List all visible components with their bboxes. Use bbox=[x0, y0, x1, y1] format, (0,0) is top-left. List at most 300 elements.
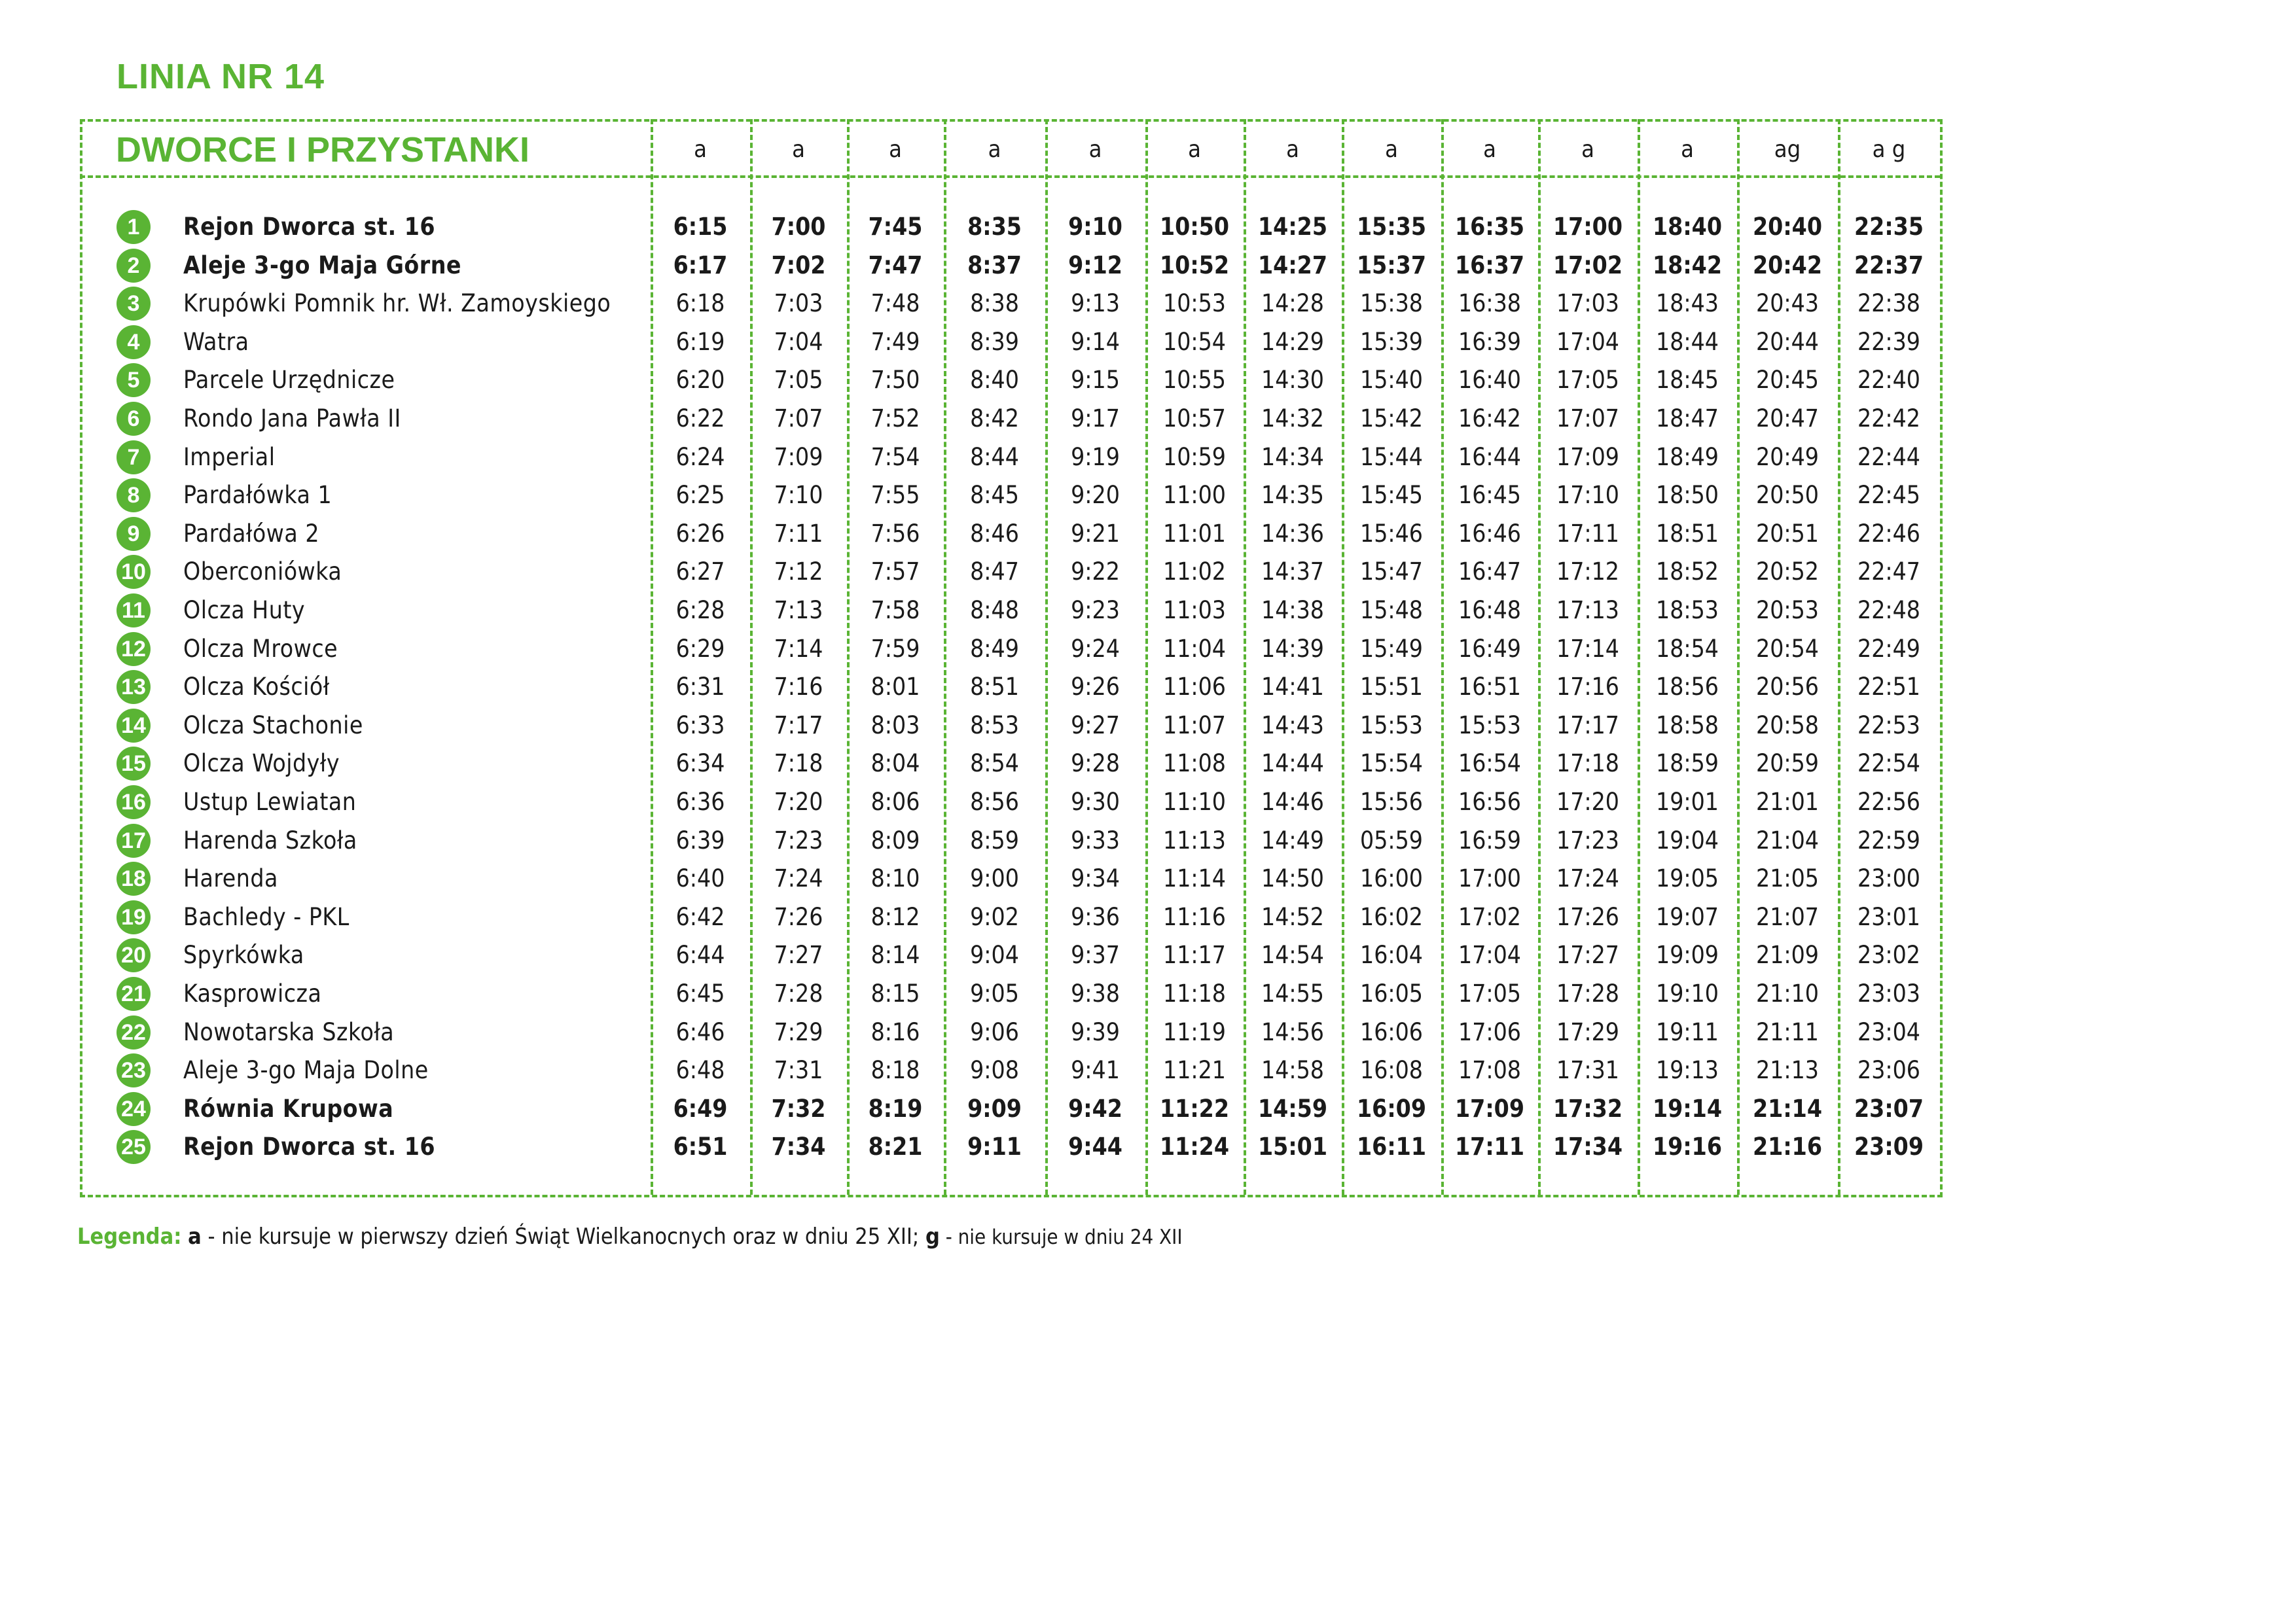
departure-time: 21:11 bbox=[1756, 1018, 1819, 1046]
stop-number-badge: 3 bbox=[117, 287, 151, 321]
departure-time: 8:39 bbox=[970, 328, 1019, 356]
departure-time: 23:01 bbox=[1857, 903, 1920, 931]
departure-time: 22:44 bbox=[1857, 443, 1920, 471]
departure-time: 7:49 bbox=[870, 328, 920, 356]
departure-time: 14:27 bbox=[1258, 251, 1327, 279]
departure-time: 7:29 bbox=[774, 1018, 823, 1046]
departure-time: 9:12 bbox=[1068, 251, 1122, 279]
departure-time: 10:54 bbox=[1163, 328, 1226, 356]
departure-time: 15:47 bbox=[1360, 557, 1423, 586]
departure-time: 17:28 bbox=[1556, 980, 1619, 1008]
departure-time: 9:23 bbox=[1071, 596, 1120, 624]
departure-time: 9:15 bbox=[1071, 366, 1120, 394]
stop-name: Bachledy - PKL bbox=[183, 903, 350, 931]
departure-time: 8:51 bbox=[970, 673, 1019, 701]
departure-time: 17:00 bbox=[1458, 864, 1521, 892]
departure-time: 15:39 bbox=[1360, 328, 1423, 356]
departure-time: 20:45 bbox=[1756, 366, 1819, 394]
table-row bbox=[80, 898, 1940, 936]
departure-time: 15:49 bbox=[1360, 635, 1423, 663]
departure-time: 15:46 bbox=[1360, 520, 1423, 548]
departure-time: 8:59 bbox=[970, 826, 1019, 855]
stop-name: Parcele Urzędnicze bbox=[183, 366, 395, 394]
departure-time: 7:05 bbox=[774, 366, 823, 394]
departure-time: 8:56 bbox=[970, 788, 1019, 816]
stop-number-badge: 11 bbox=[117, 593, 151, 627]
departure-time: 6:25 bbox=[675, 481, 725, 509]
departure-time: 15:01 bbox=[1258, 1133, 1327, 1161]
departure-time: 9:28 bbox=[1071, 749, 1120, 777]
departure-time: 17:08 bbox=[1458, 1056, 1521, 1084]
departure-time: 6:28 bbox=[675, 596, 725, 624]
departure-time: 7:57 bbox=[870, 557, 920, 586]
departure-time: 15:48 bbox=[1360, 596, 1423, 624]
table-row bbox=[80, 591, 1940, 629]
departure-time: 6:48 bbox=[675, 1056, 725, 1084]
stop-number-badge: 4 bbox=[117, 325, 151, 359]
departure-time: 17:24 bbox=[1556, 864, 1619, 892]
stop-number-badge: 6 bbox=[117, 402, 151, 436]
table-row bbox=[80, 975, 1940, 1013]
departure-time: 7:34 bbox=[771, 1133, 826, 1161]
departure-time: 16:40 bbox=[1458, 366, 1521, 394]
departure-time: 6:24 bbox=[675, 443, 725, 471]
table-row bbox=[80, 247, 1940, 285]
departure-time: 20:50 bbox=[1756, 481, 1819, 509]
stop-name: Harenda bbox=[183, 864, 278, 892]
departure-time: 17:31 bbox=[1556, 1056, 1619, 1084]
departure-time: 7:02 bbox=[771, 251, 826, 279]
departure-time: 7:28 bbox=[774, 980, 823, 1008]
departure-time: 14:46 bbox=[1261, 788, 1324, 816]
departure-time: 11:22 bbox=[1160, 1095, 1229, 1123]
departure-time: 16:04 bbox=[1360, 941, 1423, 969]
departure-time: 8:40 bbox=[970, 366, 1019, 394]
departure-time: 14:52 bbox=[1261, 903, 1324, 931]
stop-name: Rondo Jana Pawła II bbox=[183, 404, 401, 432]
stop-name: Olcza Stachonie bbox=[183, 711, 363, 739]
departure-time: 7:48 bbox=[870, 289, 920, 317]
departure-time: 6:46 bbox=[675, 1018, 725, 1046]
departure-time: 14:30 bbox=[1261, 366, 1324, 394]
departure-time: 7:14 bbox=[774, 635, 823, 663]
departure-time: 16:35 bbox=[1455, 213, 1524, 241]
departure-time: 19:01 bbox=[1656, 788, 1719, 816]
departure-time: 7:03 bbox=[774, 289, 823, 317]
departure-time: 9:22 bbox=[1071, 557, 1120, 586]
departure-time: 8:16 bbox=[870, 1018, 920, 1046]
departure-time: 16:02 bbox=[1360, 903, 1423, 931]
departure-time: 8:45 bbox=[970, 481, 1019, 509]
departure-time: 16:37 bbox=[1455, 251, 1524, 279]
departure-time: 7:12 bbox=[774, 557, 823, 586]
departure-time: 22:45 bbox=[1857, 481, 1920, 509]
departure-time: 17:17 bbox=[1556, 711, 1619, 739]
departure-time: 21:04 bbox=[1756, 826, 1819, 855]
departure-time: 7:20 bbox=[774, 788, 823, 816]
departure-time: 6:45 bbox=[675, 980, 725, 1008]
stop-number-badge: 13 bbox=[117, 670, 151, 704]
departure-time: 18:54 bbox=[1656, 635, 1719, 663]
departure-time: 18:50 bbox=[1656, 481, 1719, 509]
column-header: a bbox=[792, 136, 805, 163]
table-row bbox=[80, 936, 1940, 974]
stop-number-badge: 23 bbox=[117, 1053, 151, 1087]
departure-time: 21:13 bbox=[1756, 1056, 1819, 1084]
departure-time: 8:42 bbox=[970, 404, 1019, 432]
departure-time: 9:04 bbox=[970, 941, 1019, 969]
departure-time: 17:05 bbox=[1556, 366, 1619, 394]
departure-time: 15:38 bbox=[1360, 289, 1423, 317]
departure-time: 22:38 bbox=[1857, 289, 1920, 317]
departure-time: 8:12 bbox=[870, 903, 920, 931]
departure-time: 17:34 bbox=[1553, 1133, 1623, 1161]
departure-time: 9:36 bbox=[1071, 903, 1120, 931]
departure-time: 17:07 bbox=[1556, 404, 1619, 432]
departure-time: 7:45 bbox=[868, 213, 923, 241]
departure-time: 05:59 bbox=[1360, 826, 1423, 855]
stop-name: Olcza Kościół bbox=[183, 673, 330, 701]
departure-time: 6:27 bbox=[675, 557, 725, 586]
departure-time: 9:09 bbox=[967, 1095, 1022, 1123]
departure-time: 11:10 bbox=[1163, 788, 1226, 816]
stop-number-badge: 10 bbox=[117, 555, 151, 589]
stop-number-badge: 20 bbox=[117, 938, 151, 972]
departure-time: 18:53 bbox=[1656, 596, 1719, 624]
departure-time: 17:09 bbox=[1556, 443, 1619, 471]
departure-time: 10:55 bbox=[1163, 366, 1226, 394]
departure-time: 20:58 bbox=[1756, 711, 1819, 739]
departure-time: 7:04 bbox=[774, 328, 823, 356]
stop-number-badge: 9 bbox=[117, 517, 151, 551]
departure-time: 9:37 bbox=[1071, 941, 1120, 969]
departure-time: 6:34 bbox=[675, 749, 725, 777]
departure-time: 16:59 bbox=[1458, 826, 1521, 855]
departure-time: 17:27 bbox=[1556, 941, 1619, 969]
legend-label: Legenda: bbox=[77, 1224, 182, 1250]
departure-time: 17:14 bbox=[1556, 635, 1619, 663]
departure-time: 7:13 bbox=[774, 596, 823, 624]
departure-time: 17:05 bbox=[1458, 980, 1521, 1008]
departure-time: 9:41 bbox=[1071, 1056, 1120, 1084]
departure-time: 6:22 bbox=[675, 404, 725, 432]
departure-time: 17:26 bbox=[1556, 903, 1619, 931]
departure-time: 11:08 bbox=[1163, 749, 1226, 777]
departure-time: 8:37 bbox=[967, 251, 1022, 279]
departure-time: 15:40 bbox=[1360, 366, 1423, 394]
stop-number-badge: 8 bbox=[117, 478, 151, 512]
table-row bbox=[80, 208, 1940, 246]
departure-time: 9:14 bbox=[1071, 328, 1120, 356]
column-header: a bbox=[1483, 136, 1496, 163]
departure-time: 14:59 bbox=[1258, 1095, 1327, 1123]
legend-text-a: - nie kursuje w pierwszy dzień Świąt Wielkanocnych oraz w dniu 25 XII; bbox=[201, 1224, 925, 1250]
stop-name: Nowotarska Szkoła bbox=[183, 1018, 395, 1046]
legend-key-a: a bbox=[188, 1224, 202, 1250]
departure-time: 19:09 bbox=[1656, 941, 1719, 969]
stop-number-badge: 15 bbox=[117, 747, 151, 781]
departure-time: 10:53 bbox=[1163, 289, 1226, 317]
departure-time: 14:25 bbox=[1258, 213, 1327, 241]
departure-time: 23:06 bbox=[1857, 1056, 1920, 1084]
departure-time: 16:11 bbox=[1357, 1133, 1426, 1161]
departure-time: 11:21 bbox=[1163, 1056, 1226, 1084]
departure-time: 9:11 bbox=[967, 1133, 1022, 1161]
departure-time: 20:56 bbox=[1756, 673, 1819, 701]
departure-time: 9:30 bbox=[1071, 788, 1120, 816]
table-row bbox=[80, 1090, 1940, 1128]
departure-time: 15:44 bbox=[1360, 443, 1423, 471]
departure-time: 9:13 bbox=[1071, 289, 1120, 317]
departure-time: 23:07 bbox=[1854, 1095, 1924, 1123]
departure-time: 16:39 bbox=[1458, 328, 1521, 356]
departure-time: 16:38 bbox=[1458, 289, 1521, 317]
departure-time: 8:46 bbox=[970, 520, 1019, 548]
stop-name: Pardałówka 1 bbox=[183, 481, 332, 509]
table-row bbox=[80, 745, 1940, 783]
departure-time: 18:45 bbox=[1656, 366, 1719, 394]
departure-time: 22:47 bbox=[1857, 557, 1920, 586]
departure-time: 9:44 bbox=[1068, 1133, 1122, 1161]
table-row bbox=[80, 361, 1940, 399]
departure-time: 16:46 bbox=[1458, 520, 1521, 548]
departure-time: 14:35 bbox=[1261, 481, 1324, 509]
departure-time: 15:35 bbox=[1357, 213, 1426, 241]
departure-time: 8:18 bbox=[870, 1056, 920, 1084]
stop-number-badge: 16 bbox=[117, 785, 151, 819]
stop-name: Rejon Dworca st. 16 bbox=[183, 1133, 436, 1161]
departure-time: 14:37 bbox=[1261, 557, 1324, 586]
table-row bbox=[80, 400, 1940, 438]
departure-time: 9:38 bbox=[1071, 980, 1120, 1008]
departure-time: 18:43 bbox=[1656, 289, 1719, 317]
table-row bbox=[80, 1051, 1940, 1089]
departure-time: 9:05 bbox=[970, 980, 1019, 1008]
departure-time: 16:44 bbox=[1458, 443, 1521, 471]
departure-time: 20:43 bbox=[1756, 289, 1819, 317]
departure-time: 7:11 bbox=[774, 520, 823, 548]
legend bbox=[77, 1224, 1183, 1250]
departure-time: 18:52 bbox=[1656, 557, 1719, 586]
departure-time: 17:00 bbox=[1553, 213, 1623, 241]
departure-time: 8:53 bbox=[970, 711, 1019, 739]
departure-time: 22:54 bbox=[1857, 749, 1920, 777]
departure-time: 9:21 bbox=[1071, 520, 1120, 548]
departure-time: 9:08 bbox=[970, 1056, 1019, 1084]
departure-time: 8:14 bbox=[870, 941, 920, 969]
departure-time: 11:18 bbox=[1163, 980, 1226, 1008]
departure-time: 15:53 bbox=[1360, 711, 1423, 739]
page-title: LINIA NR 14 bbox=[117, 57, 325, 96]
departure-time: 6:51 bbox=[673, 1133, 728, 1161]
stop-number-badge: 7 bbox=[117, 440, 151, 474]
departure-time: 9:10 bbox=[1068, 213, 1122, 241]
departure-time: 18:49 bbox=[1656, 443, 1719, 471]
stop-number-badge: 25 bbox=[117, 1130, 151, 1164]
departure-time: 11:14 bbox=[1163, 864, 1226, 892]
departure-time: 19:16 bbox=[1653, 1133, 1722, 1161]
departure-time: 9:24 bbox=[1071, 635, 1120, 663]
departure-time: 17:23 bbox=[1556, 826, 1619, 855]
departure-time: 8:04 bbox=[870, 749, 920, 777]
departure-time: 22:37 bbox=[1854, 251, 1924, 279]
departure-time: 21:05 bbox=[1756, 864, 1819, 892]
departure-time: 8:15 bbox=[870, 980, 920, 1008]
departure-time: 17:02 bbox=[1458, 903, 1521, 931]
departure-time: 7:27 bbox=[774, 941, 823, 969]
departure-time: 9:00 bbox=[970, 864, 1019, 892]
departure-time: 14:34 bbox=[1261, 443, 1324, 471]
departure-time: 15:51 bbox=[1360, 673, 1423, 701]
departure-time: 7:24 bbox=[774, 864, 823, 892]
departure-time: 14:54 bbox=[1261, 941, 1324, 969]
departure-time: 17:20 bbox=[1556, 788, 1619, 816]
departure-time: 20:59 bbox=[1756, 749, 1819, 777]
departure-time: 11:02 bbox=[1163, 557, 1226, 586]
stop-name: Aleje 3-go Maja Dolne bbox=[183, 1056, 429, 1084]
departure-time: 7:26 bbox=[774, 903, 823, 931]
departure-time: 7:10 bbox=[774, 481, 823, 509]
departure-time: 7:56 bbox=[870, 520, 920, 548]
departure-time: 22:40 bbox=[1857, 366, 1920, 394]
departure-time: 7:54 bbox=[870, 443, 920, 471]
departure-time: 18:59 bbox=[1656, 749, 1719, 777]
table-row bbox=[80, 822, 1940, 860]
table-row bbox=[80, 783, 1940, 821]
departure-time: 17:11 bbox=[1556, 520, 1619, 548]
departure-time: 17:04 bbox=[1458, 941, 1521, 969]
stop-name: Spyrkówka bbox=[183, 941, 304, 969]
departure-time: 16:00 bbox=[1360, 864, 1423, 892]
departure-time: 19:14 bbox=[1653, 1095, 1722, 1123]
departure-time: 18:40 bbox=[1653, 213, 1722, 241]
departure-time: 20:49 bbox=[1756, 443, 1819, 471]
departure-time: 7:23 bbox=[774, 826, 823, 855]
departure-time: 17:09 bbox=[1455, 1095, 1524, 1123]
departure-time: 14:39 bbox=[1261, 635, 1324, 663]
departure-time: 6:18 bbox=[675, 289, 725, 317]
departure-time: 7:16 bbox=[774, 673, 823, 701]
departure-time: 7:55 bbox=[870, 481, 920, 509]
departure-time: 14:32 bbox=[1261, 404, 1324, 432]
departure-time: 9:27 bbox=[1071, 711, 1120, 739]
stop-name: Olcza Huty bbox=[183, 596, 306, 624]
legend-text-g: - nie kursuje w dniu 24 XII bbox=[939, 1226, 1183, 1249]
departure-time: 8:10 bbox=[870, 864, 920, 892]
departure-time: 17:10 bbox=[1556, 481, 1619, 509]
departure-time: 16:54 bbox=[1458, 749, 1521, 777]
departure-time: 8:44 bbox=[970, 443, 1019, 471]
departure-time: 16:56 bbox=[1458, 788, 1521, 816]
departure-time: 6:20 bbox=[675, 366, 725, 394]
departure-time: 14:28 bbox=[1261, 289, 1324, 317]
departure-time: 21:16 bbox=[1753, 1133, 1822, 1161]
column-header: a bbox=[1286, 136, 1299, 163]
departure-time: 20:42 bbox=[1753, 251, 1822, 279]
departure-time: 7:17 bbox=[774, 711, 823, 739]
departure-time: 21:14 bbox=[1753, 1095, 1822, 1123]
departure-time: 20:44 bbox=[1756, 328, 1819, 356]
departure-time: 19:10 bbox=[1656, 980, 1719, 1008]
departure-time: 23:04 bbox=[1857, 1018, 1920, 1046]
departure-time: 14:36 bbox=[1261, 520, 1324, 548]
stop-number-badge: 22 bbox=[117, 1015, 151, 1050]
timetable bbox=[80, 119, 1940, 1195]
departure-time: 11:13 bbox=[1163, 826, 1226, 855]
stop-name: Ustup Lewiatan bbox=[183, 788, 357, 816]
departure-time: 11:06 bbox=[1163, 673, 1226, 701]
column-header: a bbox=[1188, 136, 1201, 163]
stop-number-badge: 21 bbox=[117, 977, 151, 1011]
departure-time: 22:49 bbox=[1857, 635, 1920, 663]
table-row bbox=[80, 553, 1940, 591]
departure-time: 8:06 bbox=[870, 788, 920, 816]
departure-time: 7:50 bbox=[870, 366, 920, 394]
departure-time: 10:59 bbox=[1163, 443, 1226, 471]
stop-name: Oberconiówka bbox=[183, 557, 342, 586]
departure-time: 7:18 bbox=[774, 749, 823, 777]
column-header: a bbox=[1088, 136, 1102, 163]
departure-time: 16:48 bbox=[1458, 596, 1521, 624]
departure-time: 14:55 bbox=[1261, 980, 1324, 1008]
departure-time: 19:04 bbox=[1656, 826, 1719, 855]
departure-time: 6:49 bbox=[673, 1095, 728, 1123]
stop-name: Krupówki Pomnik hr. Wł. Zamoyskiego bbox=[183, 289, 611, 317]
stop-number-badge: 17 bbox=[117, 824, 151, 858]
departure-time: 6:40 bbox=[675, 864, 725, 892]
departure-time: 15:37 bbox=[1357, 251, 1426, 279]
departure-time: 6:42 bbox=[675, 903, 725, 931]
departure-time: 19:05 bbox=[1656, 864, 1719, 892]
departure-time: 23:02 bbox=[1857, 941, 1920, 969]
stop-name: Olcza Mrowce bbox=[183, 635, 338, 663]
departure-time: 15:45 bbox=[1360, 481, 1423, 509]
stops-column-header: DWORCE I PRZYSTANKI bbox=[116, 130, 529, 169]
departure-time: 20:54 bbox=[1756, 635, 1819, 663]
departure-time: 9:26 bbox=[1071, 673, 1120, 701]
stop-number-badge: 18 bbox=[117, 862, 151, 896]
departure-time: 7:47 bbox=[868, 251, 923, 279]
table-row bbox=[80, 1128, 1940, 1166]
departure-time: 11:19 bbox=[1163, 1018, 1226, 1046]
column-header: a bbox=[694, 136, 707, 163]
departure-time: 6:19 bbox=[675, 328, 725, 356]
departure-time: 22:42 bbox=[1857, 404, 1920, 432]
stop-name: Rejon Dworca st. 16 bbox=[183, 213, 436, 241]
departure-time: 9:20 bbox=[1071, 481, 1120, 509]
departure-time: 22:46 bbox=[1857, 520, 1920, 548]
departure-time: 18:51 bbox=[1656, 520, 1719, 548]
departure-time: 16:09 bbox=[1357, 1095, 1426, 1123]
departure-time: 14:41 bbox=[1261, 673, 1324, 701]
departure-time: 23:09 bbox=[1854, 1133, 1924, 1161]
stop-number-badge: 1 bbox=[117, 210, 151, 244]
departure-time: 17:06 bbox=[1458, 1018, 1521, 1046]
departure-time: 9:02 bbox=[970, 903, 1019, 931]
departure-time: 22:35 bbox=[1854, 213, 1924, 241]
table-row bbox=[80, 285, 1940, 323]
stop-name: Kasprowicza bbox=[183, 980, 322, 1008]
departure-time: 19:11 bbox=[1656, 1018, 1719, 1046]
departure-time: 18:44 bbox=[1656, 328, 1719, 356]
column-header: a bbox=[988, 136, 1001, 163]
departure-time: 17:13 bbox=[1556, 596, 1619, 624]
departure-time: 20:52 bbox=[1756, 557, 1819, 586]
departure-time: 18:56 bbox=[1656, 673, 1719, 701]
departure-time: 21:01 bbox=[1756, 788, 1819, 816]
departure-time: 8:48 bbox=[970, 596, 1019, 624]
departure-time: 7:52 bbox=[870, 404, 920, 432]
